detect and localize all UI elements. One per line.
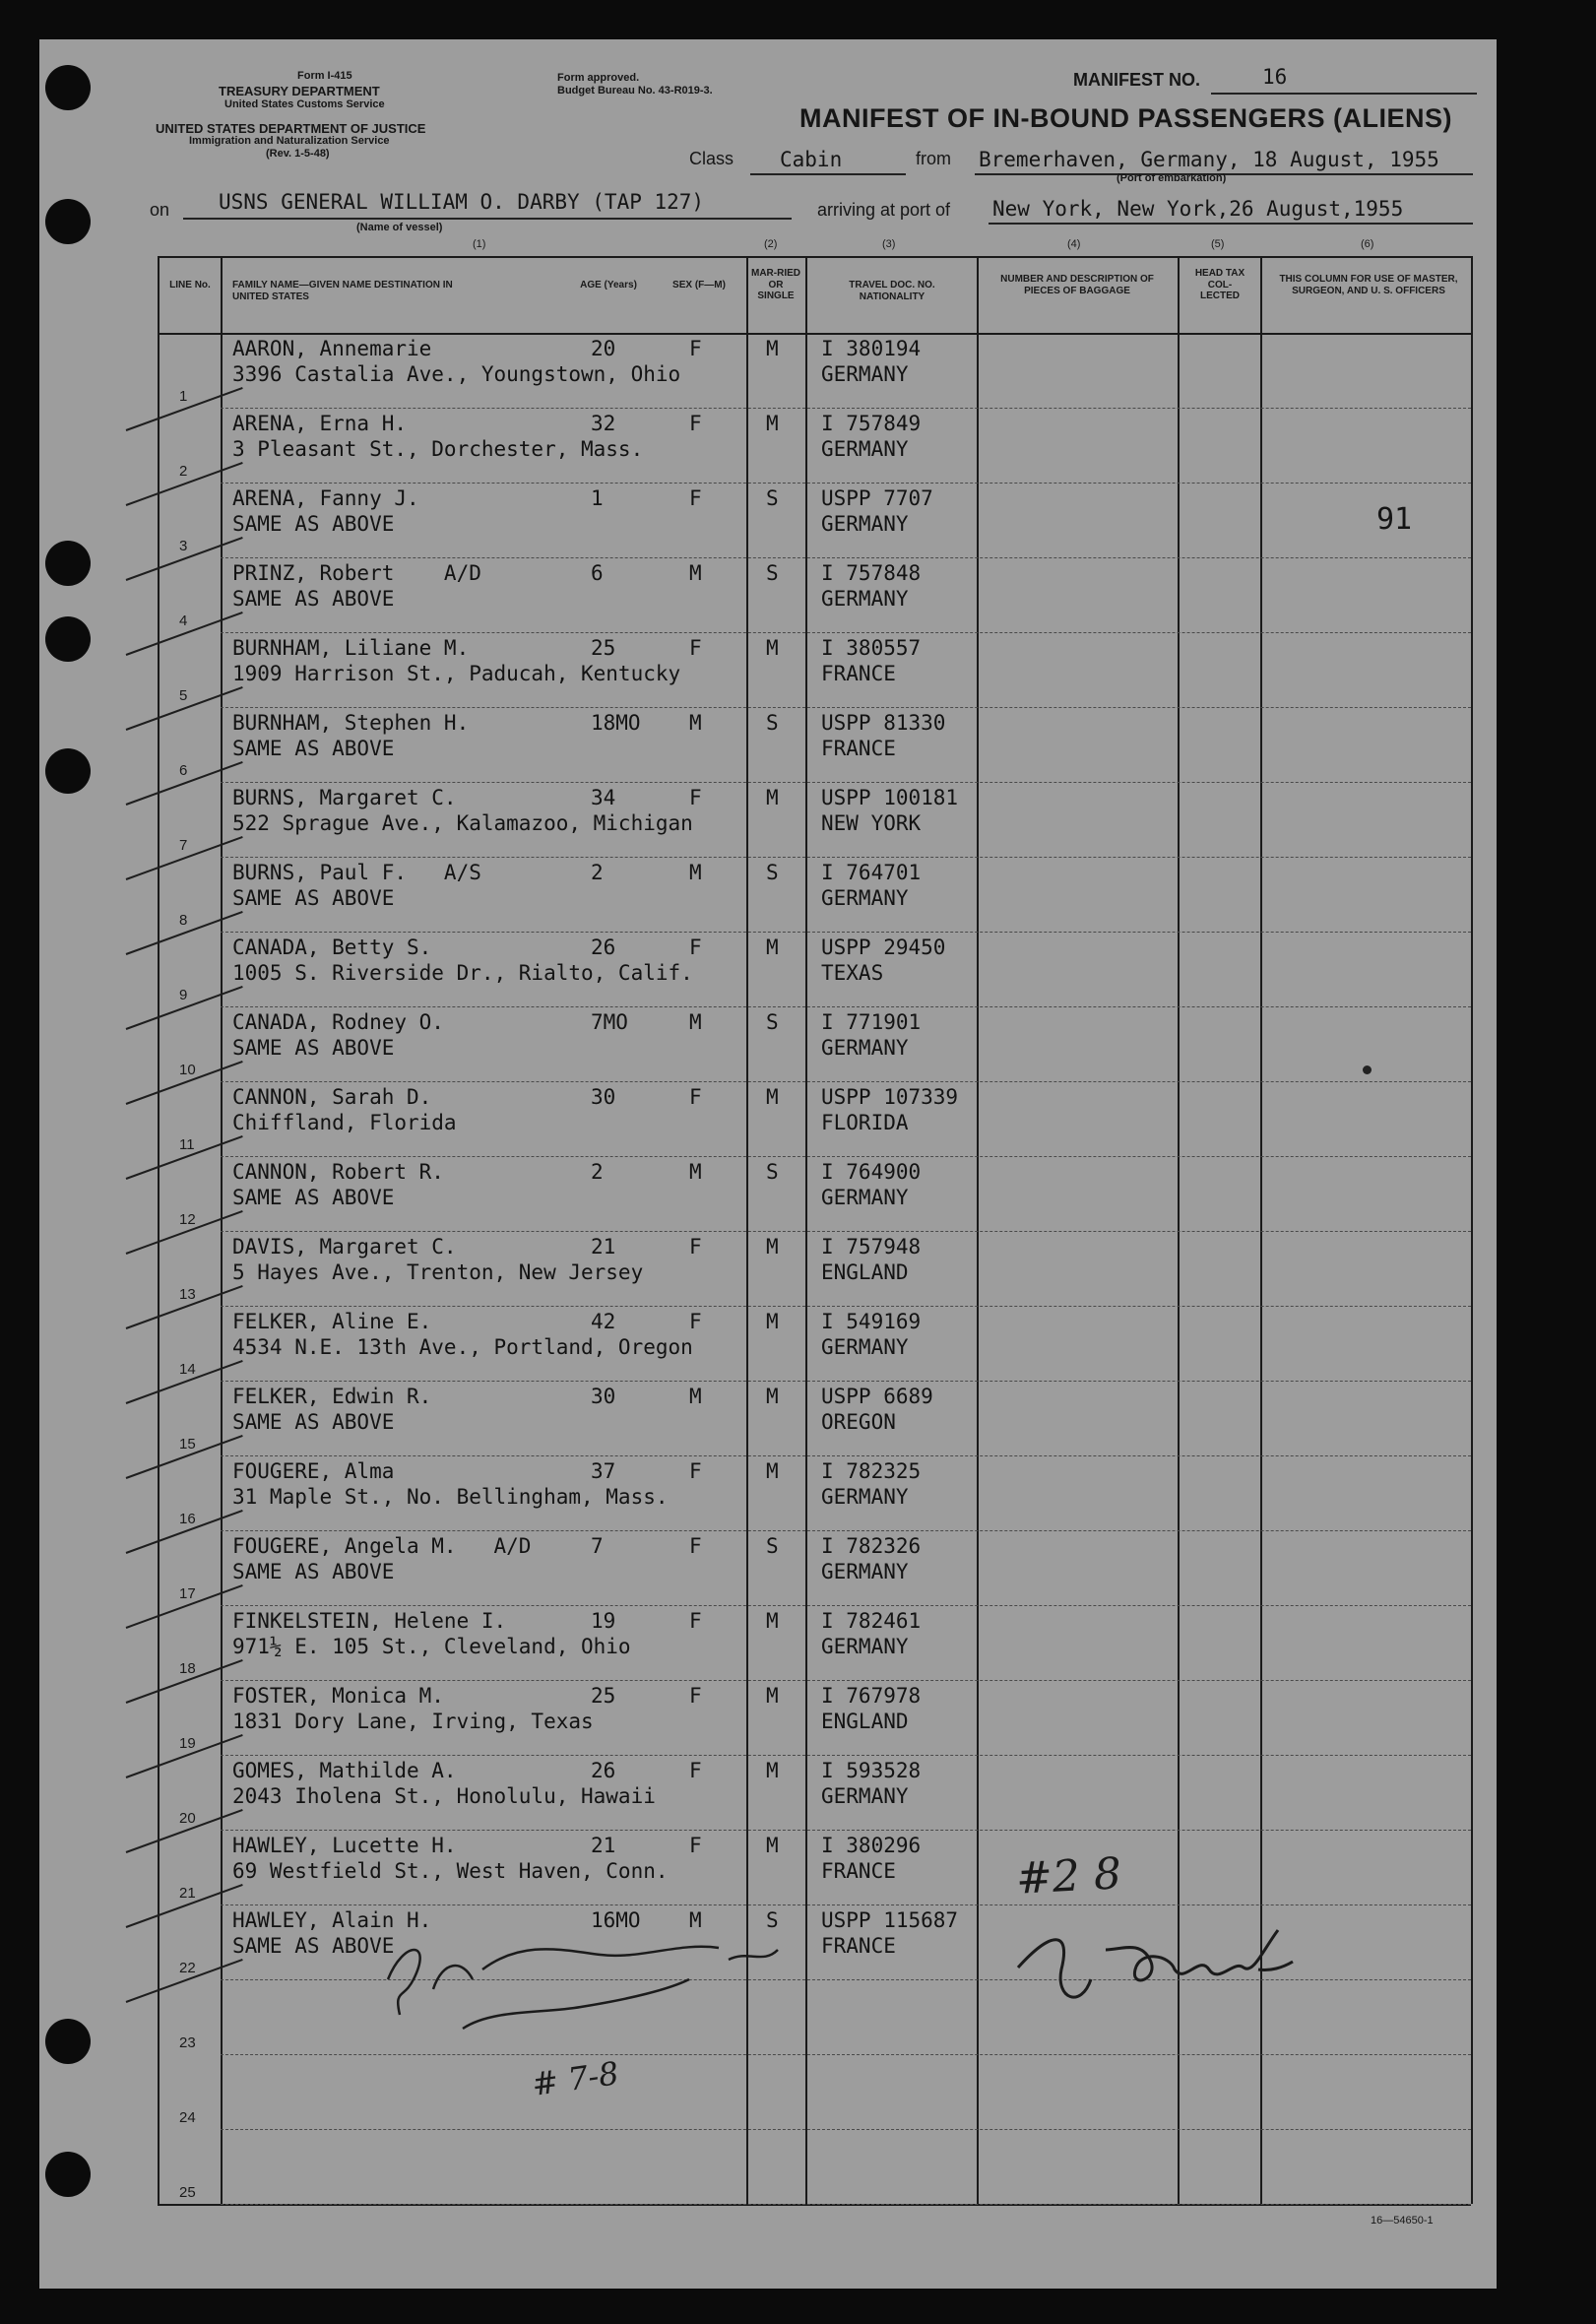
passenger-age: 26: [591, 1759, 616, 1782]
passenger-name: FOUGERE, Alma: [232, 1459, 395, 1483]
line-number: 4: [179, 613, 188, 629]
passenger-name: FOUGERE, Angela M. A/D: [232, 1534, 532, 1558]
row-divider: [221, 2204, 1471, 2205]
passenger-name: ARENA, Fanny J.: [232, 486, 419, 510]
class-label: Class: [689, 149, 734, 168]
from-label: from: [916, 149, 951, 168]
travel-doc-number: I 771901: [821, 1010, 922, 1034]
passenger-destination: 4534 N.E. 13th Ave., Portland, Oregon: [232, 1335, 693, 1359]
line-number: 10: [179, 1062, 196, 1078]
passenger-age: 19: [591, 1609, 616, 1633]
passenger-sex: M: [689, 1385, 702, 1408]
nationality: ENGLAND: [821, 1260, 909, 1284]
table-row: [0, 782, 1596, 857]
punch-hole: [45, 199, 91, 244]
travel-doc-number: I 380557: [821, 636, 922, 660]
passenger-name: FELKER, Aline E.: [232, 1310, 432, 1333]
nationality: ENGLAND: [821, 1710, 909, 1733]
line-number: 16: [179, 1511, 196, 1527]
passenger-destination: SAME AS ABOVE: [232, 587, 395, 611]
line-number: 25: [179, 2184, 196, 2201]
passenger-age: 21: [591, 1834, 616, 1857]
travel-doc-number: I 764701: [821, 861, 922, 884]
travel-doc-number: I 593528: [821, 1759, 922, 1782]
passenger-sex: F: [689, 1310, 702, 1333]
passenger-sex: F: [689, 1759, 702, 1782]
nationality: GERMANY: [821, 1036, 909, 1060]
passenger-destination: SAME AS ABOVE: [232, 1036, 395, 1060]
nationality: FRANCE: [821, 1934, 896, 1958]
manifest-title: MANIFEST OF IN-BOUND PASSENGERS (ALIENS): [799, 103, 1453, 133]
nationality: GERMANY: [821, 1784, 909, 1808]
marital-status: M: [766, 1609, 779, 1633]
passenger-destination: 69 Westfield St., West Haven, Conn.: [232, 1859, 669, 1883]
travel-doc-number: I 549169: [821, 1310, 922, 1333]
budget-bureau: Budget Bureau No. 43-R019-3.: [557, 85, 713, 97]
passenger-age: 25: [591, 1684, 616, 1708]
nationality: GERMANY: [821, 362, 909, 386]
passenger-sex: F: [689, 1834, 702, 1857]
nationality: TEXAS: [821, 961, 884, 985]
line-number: 6: [179, 762, 188, 779]
marital-status: S: [766, 486, 779, 510]
passenger-sex: F: [689, 1684, 702, 1708]
passenger-age: 34: [591, 786, 616, 809]
table-row: [0, 333, 1596, 408]
passenger-name: HAWLEY, Lucette H.: [232, 1834, 457, 1857]
passenger-name: BURNS, Paul F. A/S: [232, 861, 481, 884]
passenger-name: FOSTER, Monica M.: [232, 1684, 444, 1708]
passenger-name: ARENA, Erna H.: [232, 412, 408, 435]
nationality: GERMANY: [821, 1635, 909, 1658]
officer-count: 91: [1376, 502, 1413, 537]
table-row: [0, 1156, 1596, 1231]
marital-status: S: [766, 561, 779, 585]
line-number: 8: [179, 912, 188, 929]
treasury-dept: TREASURY DEPARTMENT: [219, 84, 380, 98]
passenger-sex: F: [689, 337, 702, 360]
travel-doc-number: I 757848: [821, 561, 922, 585]
passenger-name: CANADA, Betty S.: [232, 936, 432, 959]
line-number: 9: [179, 987, 188, 1003]
passenger-destination: 971½ E. 105 St., Cleveland, Ohio: [232, 1635, 631, 1658]
passenger-sex: M: [689, 1010, 702, 1034]
marital-status: S: [766, 1010, 779, 1034]
passenger-destination: SAME AS ABOVE: [232, 1186, 395, 1209]
line-number: 11: [179, 1136, 195, 1153]
col-header-sex: SEX (F—M): [672, 280, 726, 290]
nationality: OREGON: [821, 1410, 896, 1434]
table-row: [0, 1605, 1596, 1680]
officer-signature: [1012, 1910, 1298, 2019]
passenger-name: CANNON, Robert R.: [232, 1160, 444, 1184]
table-row: [0, 1081, 1596, 1156]
nationality: GERMANY: [821, 1560, 909, 1583]
passenger-destination: 522 Sprague Ave., Kalamazoo, Michigan: [232, 811, 693, 835]
travel-doc-number: USPP 29450: [821, 936, 946, 959]
passenger-name: BURNHAM, Liliane M.: [232, 636, 470, 660]
col-header-line-no: LINE No.: [169, 280, 211, 290]
customs-service: United States Customs Service: [224, 98, 385, 110]
marital-status: M: [766, 412, 779, 435]
passenger-destination: SAME AS ABOVE: [232, 1934, 395, 1958]
line-number: 12: [179, 1211, 196, 1228]
marital-status: M: [766, 786, 779, 809]
nationality: NEW YORK: [821, 811, 922, 835]
passenger-age: 30: [591, 1385, 616, 1408]
table-row: [0, 707, 1596, 782]
passenger-sex: F: [689, 1459, 702, 1483]
table-row: [0, 1680, 1596, 1755]
inspector-signature: [374, 1920, 807, 2068]
table-row: [0, 1231, 1596, 1306]
passenger-age: 20: [591, 337, 616, 360]
marital-status: M: [766, 1459, 779, 1483]
line-number: 17: [179, 1585, 196, 1602]
table-row: [0, 557, 1596, 632]
passenger-age: 1: [591, 486, 604, 510]
passenger-destination: SAME AS ABOVE: [232, 886, 395, 910]
line-number: 3: [179, 538, 188, 554]
passenger-destination: 1831 Dory Lane, Irving, Texas: [232, 1710, 594, 1733]
passenger-destination: SAME AS ABOVE: [232, 512, 395, 536]
passenger-destination: 2043 Iholena St., Honolulu, Hawaii: [232, 1784, 656, 1808]
travel-doc-number: I 782461: [821, 1609, 922, 1633]
line-number: 18: [179, 1660, 196, 1677]
arriving-label: arriving at port of: [817, 200, 951, 220]
passenger-age: 18MO: [591, 711, 641, 735]
passenger-age: 2: [591, 1160, 604, 1184]
col-number: (1): [473, 238, 486, 250]
line-number: 21: [179, 1885, 196, 1902]
passenger-age: 21: [591, 1235, 616, 1259]
marital-status: S: [766, 711, 779, 735]
marital-status: S: [766, 861, 779, 884]
handwritten-number-right: #2 8: [1014, 1848, 1123, 1904]
table-row: [0, 1006, 1596, 1081]
line-number: 22: [179, 1960, 196, 1976]
line-number: 20: [179, 1810, 196, 1827]
nationality: GERMANY: [821, 1186, 909, 1209]
footer-code: 16—54650-1: [1371, 2215, 1434, 2227]
table-row: [0, 483, 1596, 557]
marital-status: M: [766, 1684, 779, 1708]
table-row: [0, 1755, 1596, 1830]
passenger-name: GOMES, Mathilde A.: [232, 1759, 457, 1782]
nationality: GERMANY: [821, 1335, 909, 1359]
travel-doc-number: USPP 100181: [821, 786, 959, 809]
travel-doc-number: I 757849: [821, 412, 922, 435]
marital-status: M: [766, 337, 779, 360]
arrival-port: New York, New York,26 August,1955: [992, 197, 1404, 221]
passenger-name: PRINZ, Robert A/D: [232, 561, 481, 585]
ins-service: Immigration and Naturalization Service: [189, 135, 390, 147]
passenger-sex: F: [689, 1609, 702, 1633]
table-row: [0, 932, 1596, 1006]
travel-doc-number: USPP 7707: [821, 486, 933, 510]
marital-status: M: [766, 1085, 779, 1109]
table-row: [0, 1381, 1596, 1455]
passenger-name: CANNON, Sarah D.: [232, 1085, 432, 1109]
passenger-age: 37: [591, 1459, 616, 1483]
passenger-age: 7: [591, 1534, 604, 1558]
marital-status: M: [766, 1385, 779, 1408]
travel-doc-number: I 782326: [821, 1534, 922, 1558]
line-number: 1: [179, 388, 188, 405]
passenger-age: 42: [591, 1310, 616, 1333]
travel-doc-number: USPP 107339: [821, 1085, 959, 1109]
table-row: [0, 1830, 1596, 1904]
passenger-destination: SAME AS ABOVE: [232, 1560, 395, 1583]
passenger-age: 2: [591, 861, 604, 884]
col-header-officers: THIS COLUMN FOR USE OF MASTER, SURGEON, AND U. S. OFFICERS: [1279, 274, 1458, 296]
line-number: 19: [179, 1735, 196, 1752]
table-row: [0, 1530, 1596, 1605]
travel-doc-number: I 380194: [821, 337, 922, 360]
passenger-destination: 3396 Castalia Ave., Youngstown, Ohio: [232, 362, 681, 386]
passenger-sex: M: [689, 711, 702, 735]
marital-status: M: [766, 936, 779, 959]
line-number: 5: [179, 687, 188, 704]
col-number: (3): [882, 238, 896, 250]
handwritten-number-left: # 7-8: [529, 2054, 621, 2103]
passenger-age: 25: [591, 636, 616, 660]
ink-dot: [1363, 1065, 1372, 1074]
nationality: FRANCE: [821, 662, 896, 685]
justice-dept: UNITED STATES DEPARTMENT OF JUSTICE: [156, 121, 426, 136]
col-number: (5): [1211, 238, 1225, 250]
line-number: 23: [179, 2034, 196, 2051]
revision: (Rev. 1-5-48): [266, 148, 330, 160]
passenger-destination: SAME AS ABOVE: [232, 1410, 395, 1434]
passenger-destination: SAME AS ABOVE: [232, 737, 395, 760]
passenger-destination: Chiffland, Florida: [232, 1111, 457, 1134]
passenger-sex: F: [689, 636, 702, 660]
nationality: FRANCE: [821, 737, 896, 760]
passenger-destination: 1909 Harrison St., Paducah, Kentucky: [232, 662, 681, 685]
passenger-age: 6: [591, 561, 604, 585]
punch-hole: [45, 65, 91, 110]
passenger-name: DAVIS, Margaret C.: [232, 1235, 457, 1259]
travel-doc-number: I 757948: [821, 1235, 922, 1259]
marital-status: S: [766, 1534, 779, 1558]
col-number: (4): [1067, 238, 1081, 250]
passenger-age: 26: [591, 936, 616, 959]
marital-status: S: [766, 1908, 779, 1932]
col-header-married: MAR-RIED OR SINGLE: [751, 268, 800, 301]
marital-status: S: [766, 1160, 779, 1184]
passenger-sex: M: [689, 1160, 702, 1184]
form-number: Form I-415: [297, 70, 352, 82]
travel-doc-number: USPP 115687: [821, 1908, 959, 1932]
passenger-name: FELKER, Edwin R.: [232, 1385, 432, 1408]
nationality: GERMANY: [821, 512, 909, 536]
passenger-name: BURNHAM, Stephen H.: [232, 711, 470, 735]
col-header-head-tax: HEAD TAX COL-LECTED: [1194, 268, 1245, 301]
passenger-destination: 3 Pleasant St., Dorchester, Mass.: [232, 437, 644, 461]
passenger-destination: 1005 S. Riverside Dr., Rialto, Calif.: [232, 961, 693, 985]
manifest-number: 16: [1262, 65, 1288, 89]
nationality: GERMANY: [821, 1485, 909, 1509]
col-number: (6): [1361, 238, 1374, 250]
line-number: 14: [179, 1361, 196, 1378]
marital-status: M: [766, 636, 779, 660]
line-number: 2: [179, 463, 188, 480]
passenger-age: 7MO: [591, 1010, 628, 1034]
table-row: [0, 857, 1596, 932]
passenger-sex: F: [689, 486, 702, 510]
vessel-name: USNS GENERAL WILLIAM O. DARBY (TAP 127): [219, 190, 705, 214]
table-row: [0, 1306, 1596, 1381]
passenger-sex: M: [689, 861, 702, 884]
passenger-name: CANADA, Rodney O.: [232, 1010, 444, 1034]
marital-status: M: [766, 1834, 779, 1857]
passenger-sex: F: [689, 1534, 702, 1558]
passenger-sex: F: [689, 1085, 702, 1109]
travel-doc-number: I 380296: [821, 1834, 922, 1857]
col-number: (2): [764, 238, 778, 250]
travel-doc-number: I 767978: [821, 1684, 922, 1708]
table-row: [0, 1455, 1596, 1530]
passenger-name: HAWLEY, Alain H.: [232, 1908, 432, 1932]
table-row: [0, 632, 1596, 707]
col-header-travel-doc: TRAVEL DOC. NO. NATIONALITY: [849, 280, 935, 302]
nationality: GERMANY: [821, 437, 909, 461]
col-header-age: AGE (Years): [580, 280, 637, 290]
col-header-name: FAMILY NAME—GIVEN NAME DESTINATION IN UNITED STATES: [232, 280, 453, 302]
line-number: 13: [179, 1286, 196, 1303]
on-label: on: [150, 200, 170, 220]
passenger-sex: M: [689, 1908, 702, 1932]
table-row: [0, 408, 1596, 483]
passenger-name: BURNS, Margaret C.: [232, 786, 457, 809]
passenger-age: 16MO: [591, 1908, 641, 1932]
passenger-name: FINKELSTEIN, Helene I.: [232, 1609, 507, 1633]
passenger-name: AARON, Annemarie: [232, 337, 432, 360]
travel-doc-number: I 764900: [821, 1160, 922, 1184]
line-number: 15: [179, 1436, 196, 1452]
travel-doc-number: USPP 81330: [821, 711, 946, 735]
line-number: 24: [179, 2109, 196, 2126]
nationality: GERMANY: [821, 587, 909, 611]
marital-status: M: [766, 1235, 779, 1259]
passenger-age: 32: [591, 412, 616, 435]
marital-status: M: [766, 1759, 779, 1782]
nationality: FRANCE: [821, 1859, 896, 1883]
embarkation-port: Bremerhaven, Germany, 18 August, 1955: [979, 148, 1439, 171]
line-number: 7: [179, 837, 188, 854]
nationality: GERMANY: [821, 886, 909, 910]
vessel-caption: (Name of vessel): [356, 222, 443, 233]
embarkation-caption: (Port of embarkation): [1117, 172, 1227, 184]
nationality: FLORIDA: [821, 1111, 909, 1134]
travel-doc-number: I 782325: [821, 1459, 922, 1483]
form-approved: Form approved.: [557, 72, 640, 84]
class-value: Cabin: [780, 148, 843, 171]
passenger-age: 30: [591, 1085, 616, 1109]
table-row: [0, 2129, 1596, 2204]
passenger-sex: F: [689, 936, 702, 959]
marital-status: M: [766, 1310, 779, 1333]
travel-doc-number: USPP 6689: [821, 1385, 933, 1408]
passenger-sex: F: [689, 412, 702, 435]
passenger-destination: 5 Hayes Ave., Trenton, New Jersey: [232, 1260, 644, 1284]
col-header-baggage: NUMBER AND DESCRIPTION OF PIECES OF BAGGAGE: [1000, 274, 1154, 296]
manifest-number-label: MANIFEST NO.: [1073, 70, 1200, 90]
passenger-sex: F: [689, 1235, 702, 1259]
passenger-sex: M: [689, 561, 702, 585]
passenger-sex: F: [689, 786, 702, 809]
passenger-destination: 31 Maple St., No. Bellingham, Mass.: [232, 1485, 669, 1509]
